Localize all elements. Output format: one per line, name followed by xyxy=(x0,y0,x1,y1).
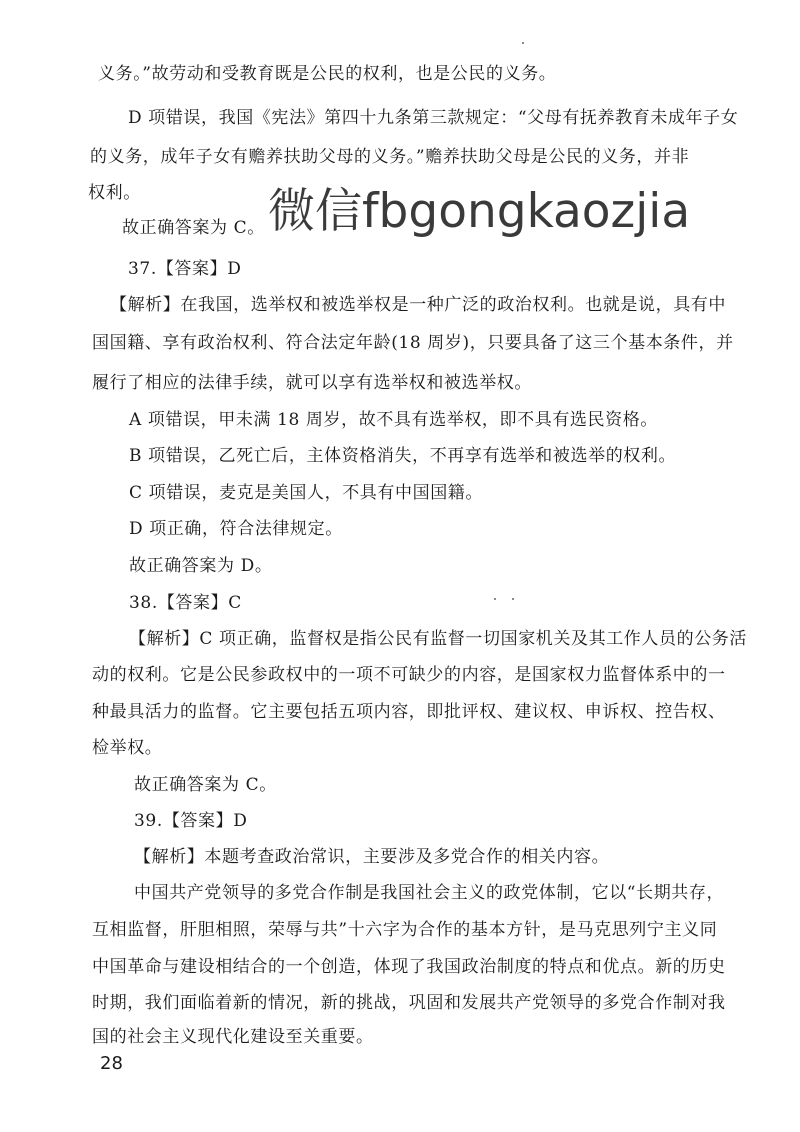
scan-speck xyxy=(494,598,496,600)
text-line: 国的社会主义现代化建设至关重要。 xyxy=(92,1027,374,1047)
text-line: D 项错误，我国《宪法》第四十九条第三款规定：“父母有抚养教育未成年子女 xyxy=(128,108,739,128)
text-line: 履行了相应的法律手续，就可以享有选举权和被选举权。 xyxy=(92,373,532,393)
text-line: 国国籍、享有政治权利、符合法定年龄(18 周岁)，只要具备了这三个基本条件，并 xyxy=(92,333,734,353)
watermark-text: 微信fbgongkaozjia xyxy=(268,184,691,239)
text-line: 【解析】在我国，选举权和被选举权是一种广泛的政治权利。也就是说，具有中 xyxy=(110,295,726,315)
text-line: 故正确答案为 D。 xyxy=(129,556,273,576)
page-number: 28 xyxy=(100,1053,123,1074)
text-line: 的义务，成年子女有赡养扶助父母的义务。”赡养扶助父母是公民的义务，并非 xyxy=(90,147,690,167)
answer-heading-39: 39.【答案】D xyxy=(134,811,248,831)
text-line: 互相监督，肝胆相照，荣辱与共”十六字为合作的基本方针，是马克思列宁主义同 xyxy=(92,920,718,940)
scan-speck xyxy=(522,42,524,44)
text-line: 种最具活力的监督。它主要包括五项内容，即批评权、建议权、申诉权、控告权、 xyxy=(92,702,726,722)
text-line: 时期，我们面临着新的情况，新的挑战，巩固和发展共产党领导的多党合作制对我 xyxy=(92,993,726,1013)
answer-heading-38: 38.【答案】C xyxy=(129,593,242,613)
answer-heading-37: 37.【答案】D xyxy=(128,259,242,279)
text-line: 检举权。 xyxy=(92,738,163,758)
text-line: 中国共产党领导的多党合作制是我国社会主义的政党体制，它以“长期共存， xyxy=(134,883,725,903)
text-line: 【解析】C 项正确，监督权是指公民有监督一切国家机关及其工作人员的公务活 xyxy=(129,629,748,649)
scan-speck xyxy=(512,598,514,600)
text-line: 中国革命与建设相结合的一个创造，体现了我国政治制度的特点和优点。新的历史 xyxy=(92,957,726,977)
text-line: 义务。”故劳动和受教育既是公民的权利，也是公民的义务。 xyxy=(98,64,557,84)
text-line: B 项错误，乙死亡后，主体资格消失，不再享有选举和被选举的权利。 xyxy=(129,446,677,466)
text-line: 故正确答案为 C。 xyxy=(134,775,277,795)
text-line: 权利。 xyxy=(88,183,141,203)
text-line: C 项错误，麦克是美国人，不具有中国国籍。 xyxy=(129,483,484,503)
text-line: 【解析】本题考查政治常识，主要涉及多党合作的相关内容。 xyxy=(134,847,610,867)
text-line: A 项错误，甲未满 18 周岁，故不具有选举权，即不具有选民资格。 xyxy=(129,410,658,430)
text-line: 故正确答案为 C。 xyxy=(122,218,265,238)
text-line: D 项正确，符合法律规定。 xyxy=(129,519,343,539)
text-line: 动的权利。它是公民参政权中的一项不可缺少的内容，是国家权力监督体系中的一 xyxy=(92,665,726,685)
